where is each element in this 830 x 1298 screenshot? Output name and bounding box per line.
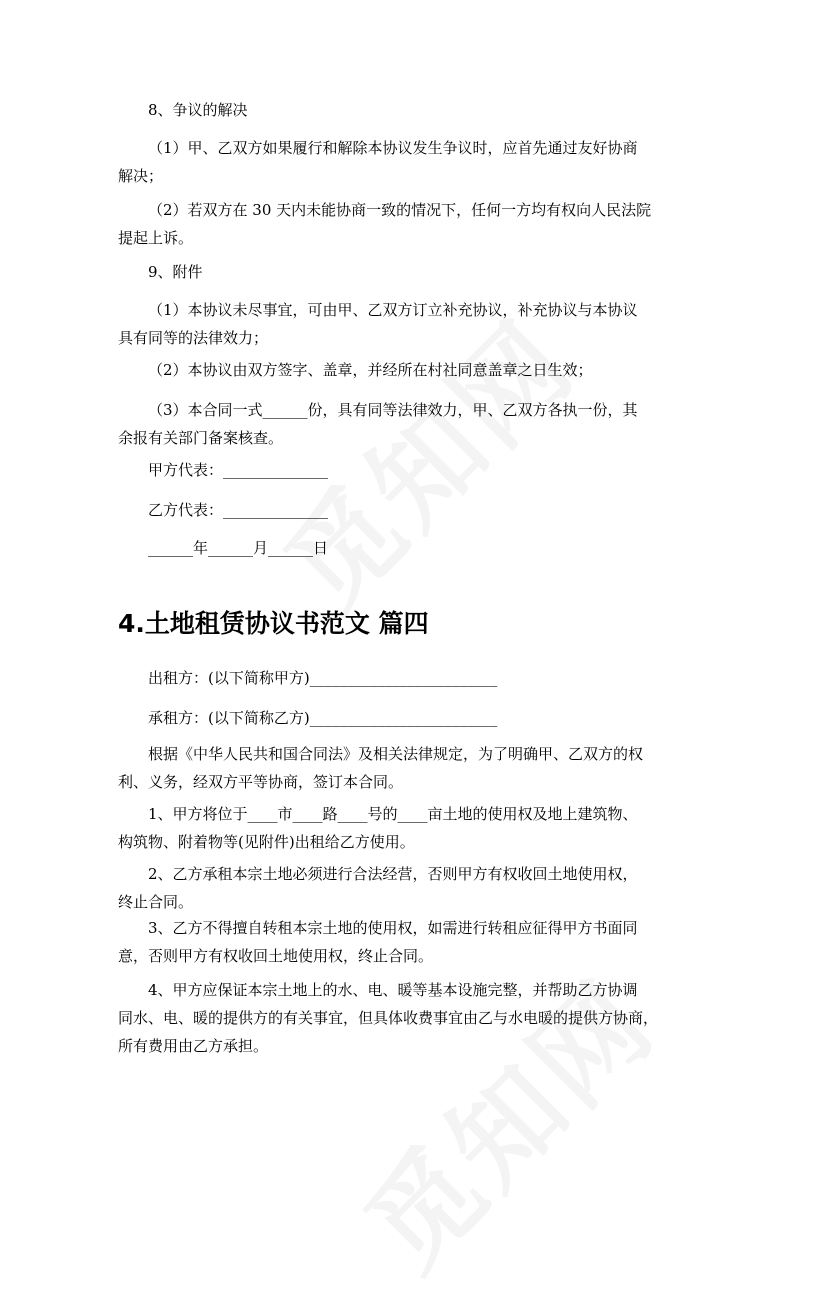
intro-paragraph: 根据《中华人民共和国合同法》及相关法律规定，为了明确甲、乙双方的权 利、义务，经双方平等协商，签订本合同。 [118, 745, 644, 791]
party-b-signature: 乙方代表：______________ [148, 501, 329, 519]
section8-item1: （1）甲、乙双方如果履行和解除本协议发生争议时，应首先通过友好协商 解决； [118, 139, 638, 185]
section8-heading: 8、争议的解决 [148, 101, 248, 119]
lessor-line: 出租方：(以下简称甲方)_________________________ [148, 669, 498, 687]
section9-heading: 9、附件 [148, 263, 203, 281]
party-a-signature: 甲方代表：______________ [148, 461, 329, 479]
section9-item2: （2）本协议由双方签字、盖章，并经所在村社同意盖章之日生效； [148, 361, 593, 379]
signature-date: ______年______月______日 [148, 539, 329, 557]
section8-item2: （2）若双方在 30 天内未能协商一致的情况下，任何一方均有权向人民法院 提起上诉。 [118, 201, 652, 247]
section9-item3: （3）本合同一式______份，具有同等法律效力，甲、乙双方各执一份，其 余报有关部门备案核查。 [118, 401, 638, 447]
clause-3: 3、乙方不得擅自转租本宗土地的使用权，如需进行转租应征得甲方书面同 意，否则甲方有权收回土地使用权，终止合同。 [118, 919, 638, 965]
clause-2: 2、乙方承租本宗土地必须进行合法经营，否则甲方有权收回土地使用权， 终止合同。 [118, 865, 638, 911]
section9-item1: （1）本协议未尽事宜，可由甲、乙双方订立补充协议，补充协议与本协议 具有同等的法律效力； [118, 301, 638, 347]
section-title: 4.土地租赁协议书范文 篇四 [118, 609, 429, 638]
lessee-line: 承租方：(以下简称乙方)_________________________ [148, 709, 498, 727]
clause-1: 1、甲方将位于____市____路____号的____亩土地的使用权及地上建筑物、 构筑物、附着物等(见附件)出租给乙方使用。 [118, 805, 638, 851]
clause-4: 4、甲方应保证本宗土地上的水、电、暖等基本设施完整，并帮助乙方协调 同水、电、暖的提供方的有关事宜，但具体收费事宜由乙与水电暖的提供方协商， 所有费用由乙方承担。 [118, 981, 659, 1055]
